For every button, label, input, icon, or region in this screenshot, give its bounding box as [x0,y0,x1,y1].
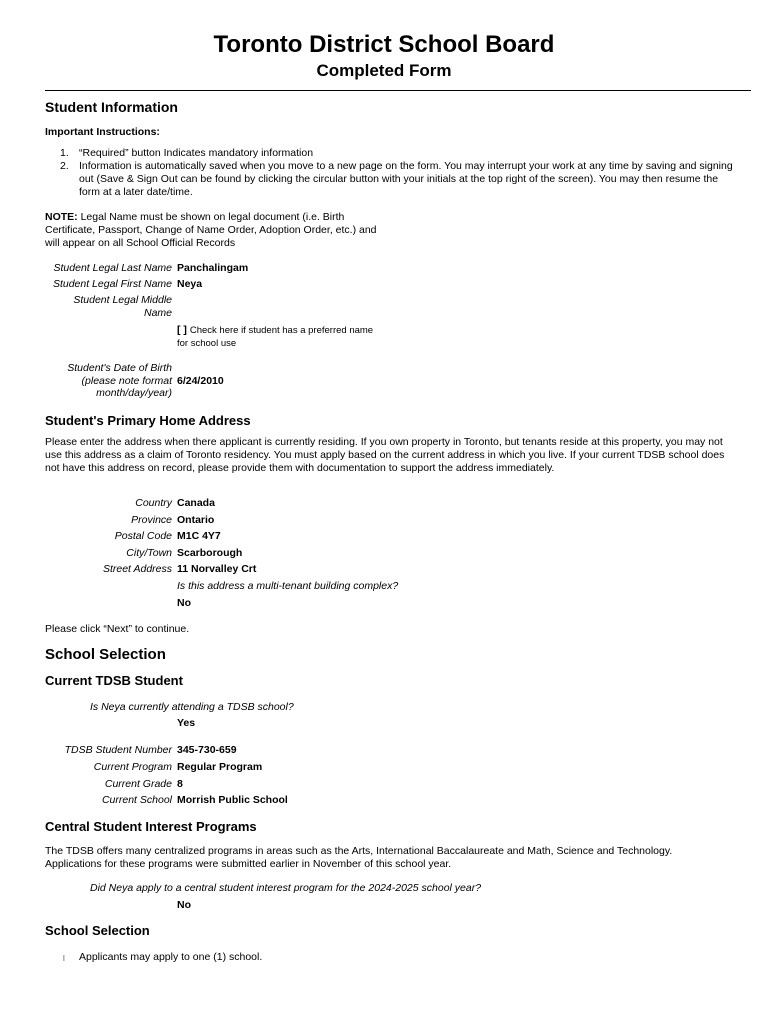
school-label: Current School [101,794,172,806]
street-label: Street Address [102,563,172,575]
legal-name-note: NOTE: Legal Name must be shown on legal document (i.e. Birth Certificate, Passport, Change of Name Order, Adoption Order, etc.) and will appear on all School Official Records [45,211,377,249]
bullet-icon: l [63,954,65,963]
checkbox-brackets: [ ] [177,324,187,336]
grade-value: 8 [177,778,183,790]
attending-question: Is Neya currently attending a TDSB school? [90,701,294,713]
city-label: City/Town [126,547,172,559]
last-name-value: Panchalingam [177,262,249,274]
first-name-label: Student Legal First Name [52,278,172,290]
country-label: Country [135,497,172,509]
dob-value: 6/24/2010 [177,375,224,387]
province-value: Ontario [177,514,215,526]
multi-tenant-answer: No [177,597,191,609]
central-applied-question: Did Neya apply to a central student interest program for the 2024-2025 school year? [90,882,482,894]
header-divider [45,90,751,91]
multi-tenant-question: Is this address a multi-tenant building complex? [177,580,399,592]
student-number-label: TDSB Student Number [64,744,172,756]
program-label: Current Program [93,761,172,773]
grade-label: Current Grade [104,778,172,790]
central-intro: The TDSB offers many centralized programs in areas such as the Arts, International Baccalaureate and Math, Science and Technology. Applications for these programs were submitted earlier in November of this school year. [45,845,673,870]
instructions-list [45,147,735,199]
section-heading-student-information: Student Information [45,99,178,115]
last-name-label: Student Legal Last Name [53,262,172,274]
middle-name-label: Student Legal Middle Name [73,294,172,319]
postal-code-value: M1C 4Y7 [177,530,221,542]
preferred-name-checkbox[interactable]: [ ] Check here if student has a preferred name for school use [177,324,374,349]
dob-label: Student's Date of Birth (please note format month/day/year) [67,362,172,399]
selection-note: Applicants may apply to one (1) school. [79,951,263,963]
section-heading-home-address: Student's Primary Home Address [45,413,251,428]
address-intro: Please enter the address when there applicant is currently residing. If you own property in Toronto, but tenants reside at this property, you may not use this address as a claim of Toronto residency. You must apply based on the current address in which you live. If your current TDSB school does not have this address on record, please provide them with documentation to support the address immediately. [45,436,725,474]
attending-answer: Yes [177,717,196,729]
first-name-value: Neya [177,278,203,290]
page-title: Toronto District School Board [213,31,555,58]
postal-code-label: Postal Code [114,530,172,542]
province-label: Province [131,514,172,526]
next-instruction: Please click “Next” to continue. [45,623,190,635]
section-heading-school-selection-2: School Selection [45,923,150,938]
central-applied-answer: No [177,899,191,911]
country-value: Canada [177,497,215,509]
instruction-item: 1. “Required” button Indicates mandatory information [60,147,314,159]
instruction-item: 2. Information is automatically saved when you move to a new page on the form. You may interrupt your work at any time by saving and signing out (Save & Sign Out can be found by clicking the circular button with your initials at the top right of the screen). You may then resume the form at a later date/time. [60,160,733,198]
school-value: Morrish Public School [177,794,288,806]
section-heading-central-programs: Central Student Interest Programs [45,819,257,834]
subheading-current-tdsb-student: Current TDSB Student [45,673,183,688]
street-value: 11 Norvalley Crt [177,563,257,575]
student-number-value: 345-730-659 [177,744,237,756]
city-value: Scarborough [177,547,243,559]
instructions-heading: Important Instructions: [45,126,160,138]
section-heading-school-selection: School Selection [45,646,166,663]
program-value: Regular Program [177,761,263,773]
page-subtitle: Completed Form [316,61,452,80]
